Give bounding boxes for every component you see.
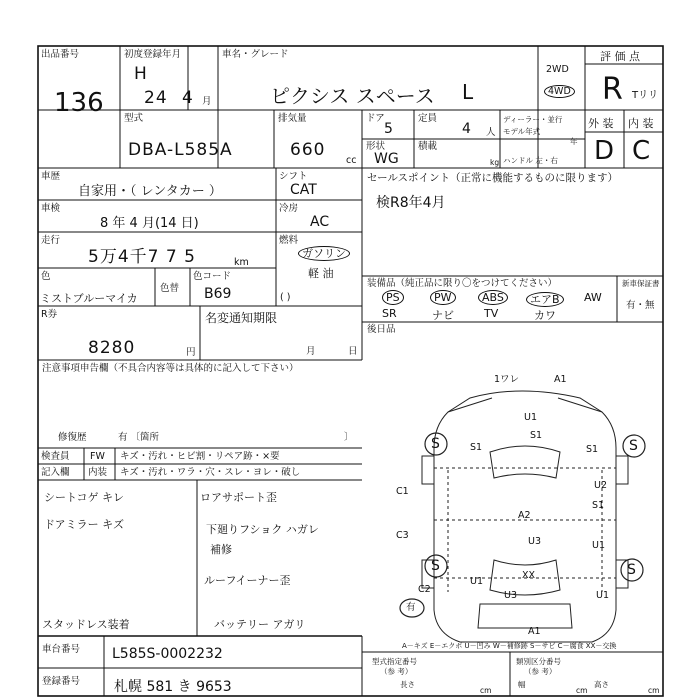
inspector-row-2: キズ・汚れ・ワラ・穴・スレ・ヨレ・破し bbox=[120, 467, 301, 478]
diagram-mark-19: U1 bbox=[596, 590, 609, 601]
interior-label: 内 装 bbox=[628, 117, 654, 130]
diagram-mark-14: C2 bbox=[418, 584, 431, 595]
diagram-mark-7: C1 bbox=[396, 486, 409, 497]
displacement-label: 排気量 bbox=[278, 113, 307, 124]
diagram-mark-1: 1ワレ bbox=[494, 374, 520, 385]
doors: 5 bbox=[384, 121, 393, 137]
recycle-fee: 8280 bbox=[88, 338, 136, 358]
diagram-s-rear-left: S bbox=[431, 558, 440, 574]
later-items-label: 後日品 bbox=[367, 324, 396, 335]
type-designation-label: 型式指定番号 bbox=[372, 657, 417, 666]
inspector-label-1: 検査員 bbox=[41, 451, 70, 462]
diagram-mark-17: U3 bbox=[504, 590, 517, 601]
shape-label: 形状 bbox=[366, 141, 386, 152]
body-shape: WG bbox=[374, 151, 399, 167]
shift-label: シフト bbox=[279, 171, 308, 182]
type-designation-ref: （参 考） bbox=[380, 667, 413, 676]
sales-point-value: 検R8年4月 bbox=[376, 195, 446, 211]
fuel-label: 燃料 bbox=[279, 235, 299, 246]
comment-right-1: ロアサポート歪 bbox=[200, 491, 277, 504]
length-label: 長さ bbox=[400, 680, 415, 689]
dealer-label: ディーラー・並行 bbox=[503, 115, 563, 124]
diagram-spare-tire: 有 bbox=[406, 602, 416, 613]
load-label: 積載 bbox=[418, 141, 438, 152]
first-registration-label: 初度登録年月 bbox=[124, 49, 182, 60]
capacity-label: 定員 bbox=[418, 113, 438, 124]
cc-unit: cc bbox=[346, 155, 357, 166]
ac-label: 冷房 bbox=[279, 203, 299, 214]
diagram-mark-4: S1 bbox=[530, 430, 543, 441]
deadline-day: 日 bbox=[348, 346, 358, 357]
classification-ref: （参 考） bbox=[524, 667, 557, 676]
registration-number-label: 登録番号 bbox=[42, 676, 81, 687]
registration-year: 24 bbox=[144, 88, 168, 108]
fuel-gasoline: ガソリン bbox=[298, 246, 350, 261]
height-cm: cm bbox=[648, 686, 660, 695]
frame-number: L585S-0002232 bbox=[112, 646, 223, 662]
inspector-interior: 内装 bbox=[88, 467, 108, 478]
color-code-label: 色コード bbox=[193, 271, 232, 282]
equip-navi: ナビ bbox=[432, 309, 454, 322]
diagram-mark-5: S1 bbox=[470, 442, 483, 453]
grade: L bbox=[462, 80, 474, 104]
notes-label: 注意事項申告欄（不具合内容等は具体的に記入して下さい） bbox=[42, 363, 299, 374]
diagram-mark-12: C3 bbox=[396, 530, 409, 541]
diagram-s-front-right: S bbox=[629, 438, 638, 454]
comment-left-2: ドアミラー キズ bbox=[44, 518, 124, 531]
registration-number: 札幌 581 き 9653 bbox=[114, 679, 232, 695]
inspection-value: 8 年 4 月(14 日) bbox=[100, 216, 199, 231]
diagram-mark-16: XX bbox=[522, 570, 536, 581]
diagram-mark-13: U1 bbox=[592, 540, 605, 551]
recycle-label: R券 bbox=[41, 309, 58, 320]
drive-2wd: 2WD bbox=[546, 64, 569, 75]
ac-value: AC bbox=[310, 214, 330, 230]
model-name: ピクシス スペース bbox=[270, 84, 435, 108]
equipment-label: 装備品（純正品に限り〇をつけてください） bbox=[367, 278, 558, 289]
equip-ps: PS bbox=[382, 290, 404, 305]
registration-era: H bbox=[134, 64, 148, 84]
color-change-label: 色替 bbox=[160, 283, 180, 294]
diagram-mark-6: S1 bbox=[586, 444, 599, 455]
repair-history-close: 〕 bbox=[344, 432, 354, 443]
model-year-suffix: 年 bbox=[570, 137, 578, 146]
usage-value: 自家用・（ レンタカー ） bbox=[78, 184, 222, 199]
model-grade-label: 車名・グレード bbox=[222, 49, 289, 60]
comment-right-3: 補修 bbox=[210, 543, 232, 556]
exterior-label: 外 装 bbox=[588, 117, 614, 130]
repair-history-label: 修復歴 bbox=[58, 432, 87, 443]
mileage-label: 走行 bbox=[41, 235, 61, 246]
handle-label: ハンドル 左・右 bbox=[503, 156, 558, 165]
equip-tv: TV bbox=[484, 307, 499, 320]
registration-month: 4 bbox=[182, 88, 194, 108]
diagram-mark-15: U1 bbox=[470, 576, 483, 587]
drive-4wd: 4WD bbox=[544, 85, 575, 98]
lot-number-label: 出品番号 bbox=[41, 49, 80, 60]
classification-label: 類別区分番号 bbox=[516, 657, 561, 666]
width-label: 幅 bbox=[518, 680, 526, 689]
doors-label: ドア bbox=[366, 113, 385, 124]
exterior-grade: D bbox=[594, 136, 615, 166]
person-unit: 人 bbox=[486, 127, 496, 138]
km-unit: km bbox=[234, 257, 249, 268]
diagram-s-rear-right: S bbox=[627, 562, 636, 578]
equip-sr: SR bbox=[382, 307, 397, 320]
score-note: Tリリ bbox=[632, 90, 659, 101]
inspector-label-2: 記入欄 bbox=[41, 467, 70, 478]
height-label: 高さ bbox=[594, 680, 609, 689]
score-label: 評 価 点 bbox=[600, 50, 640, 63]
width-cm: cm bbox=[576, 686, 588, 695]
equip-pw: PW bbox=[430, 290, 456, 305]
color-value: ミストブルーマイカ bbox=[40, 292, 138, 305]
frame-number-label: 車台番号 bbox=[42, 644, 81, 655]
damage-legend: A－キズ E－エクボ U－凹み W－補修跡 S－サビ C－腐食 XX－交換 bbox=[402, 642, 617, 650]
equip-airbag: エアB bbox=[526, 292, 564, 307]
diagram-mark-2: A1 bbox=[554, 374, 567, 385]
comment-left-1: シートコゲ キレ bbox=[44, 491, 124, 504]
warranty-value: 有・無 bbox=[626, 300, 655, 311]
diagram-s-front-left: S bbox=[431, 436, 440, 452]
usage-label: 車歴 bbox=[41, 171, 61, 182]
length-cm: cm bbox=[480, 686, 492, 695]
displacement: 660 bbox=[290, 140, 326, 160]
deadline-month: 月 bbox=[306, 346, 316, 357]
model-year-label: モデル年式 bbox=[503, 127, 541, 136]
comment-right-2: 下廻りフショク ハガレ bbox=[206, 523, 319, 536]
diagram-mark-18: A1 bbox=[528, 626, 541, 637]
kg-unit: kg bbox=[490, 158, 500, 167]
comment-right-5: バッテリー アガリ bbox=[214, 618, 306, 631]
fuel-diesel: 軽 油 bbox=[308, 267, 334, 280]
chassis-label: 型式 bbox=[124, 113, 144, 124]
sales-point-label: セールスポイント（正常に機能するものに限ります） bbox=[367, 172, 619, 184]
month-unit: 月 bbox=[202, 96, 212, 107]
diagram-mark-3: U1 bbox=[524, 412, 537, 423]
diagram-mark-8: U2 bbox=[594, 480, 607, 491]
chassis-code: DBA-L585A bbox=[128, 140, 233, 160]
yen-unit: 円 bbox=[186, 347, 196, 358]
inspection-label: 車検 bbox=[41, 203, 61, 214]
color-code: B69 bbox=[204, 286, 232, 302]
diagram-mark-11: U3 bbox=[528, 536, 541, 547]
color-label: 色 bbox=[41, 271, 51, 282]
capacity: 4 bbox=[462, 121, 471, 137]
name-change-label: 名変通知期限 bbox=[205, 311, 278, 325]
inspector-fw: FW bbox=[90, 451, 105, 462]
equip-abs: ABS bbox=[478, 290, 508, 305]
interior-grade: C bbox=[632, 136, 651, 166]
mileage-value: 5万4千7 7 5 bbox=[88, 247, 196, 267]
warranty-label: 新車保証書 bbox=[622, 279, 660, 288]
equip-leather: カワ bbox=[534, 309, 556, 322]
diagram-mark-10: A2 bbox=[518, 510, 531, 521]
fuel-other-paren: ( ) bbox=[280, 292, 291, 303]
equip-aw: AW bbox=[584, 291, 602, 304]
inspector-row-1: キズ・汚れ・ヒビ割・リペア跡・×要 bbox=[120, 451, 280, 462]
comment-left-5: スタッドレス装着 bbox=[42, 618, 130, 631]
repair-history-value: 有 〔箇所 bbox=[118, 432, 160, 443]
comment-right-4: ルーフイーナー歪 bbox=[204, 574, 291, 587]
lot-number: 136 bbox=[54, 88, 104, 118]
diagram-mark-9: S1 bbox=[592, 500, 605, 511]
overall-score: R bbox=[602, 72, 623, 107]
shift-value: CAT bbox=[290, 182, 317, 198]
